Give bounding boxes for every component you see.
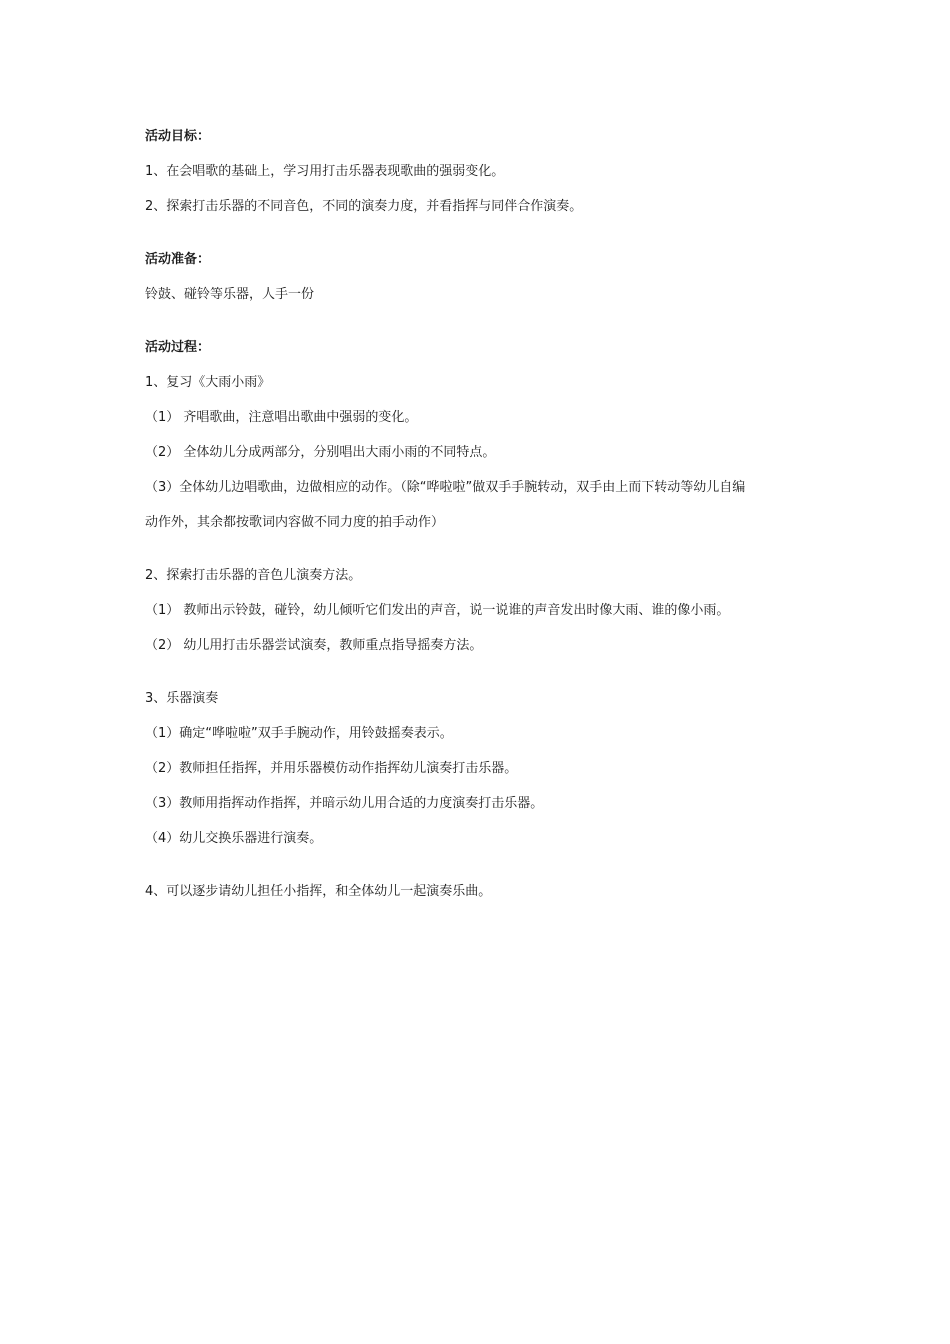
step3-item-1: （1）确定“哗啦啦”双手手腕动作，用铃鼓摇奏表示。 [145, 726, 453, 741]
document-body [145, 128, 825, 918]
step2-title: 2、探索打击乐器的音色儿演奏方法。 [145, 568, 362, 583]
step3-item-4: （4）幼儿交换乐器进行演奏。 [145, 831, 323, 846]
step2-item-2: （2） 幼儿用打击乐器尝试演奏，教师重点指导摇奏方法。 [145, 638, 483, 653]
goals-heading: 活动目标： [145, 129, 211, 144]
goal-item-2: 2、探索打击乐器的不同音色，不同的演奏力度，并看指挥与同伴合作演奏。 [145, 199, 583, 214]
step1-item-1: （1） 齐唱歌曲，注意唱出歌曲中强弱的变化。 [145, 410, 418, 425]
step3-item-2: （2）教师担任指挥，并用乐器模仿动作指挥幼儿演奏打击乐器。 [145, 761, 518, 776]
preparation-text: 铃鼓、碰铃等乐器，人手一份 [145, 287, 315, 302]
preparation-heading: 活动准备： [145, 252, 211, 267]
step1-item-2: （2） 全体幼儿分成两部分，分别唱出大雨小雨的不同特点。 [145, 445, 496, 460]
step1-item-3: （3）全体幼儿边唱歌曲，边做相应的动作。（除“哗啦啦”做双手手腕转动，双手由上而下转动等幼儿自编 [145, 480, 746, 495]
step2-item-1: （1） 教师出示铃鼓，碰铃，幼儿倾听它们发出的声音，说一说谁的声音发出时像大雨、谁的像小雨。 [145, 603, 730, 618]
step1-item-3-continued: 动作外，其余都按歌词内容做不同力度的拍手动作） [145, 515, 445, 530]
process-heading: 活动过程： [145, 340, 211, 355]
step3-title: 3、乐器演奏 [145, 691, 219, 706]
step3-item-3: （3）教师用指挥动作指挥，并暗示幼儿用合适的力度演奏打击乐器。 [145, 796, 544, 811]
step4-title: 4、可以逐步请幼儿担任小指挥，和全体幼儿一起演奏乐曲。 [145, 884, 492, 899]
step1-title: 1、复习《大雨小雨》 [145, 375, 271, 390]
goal-item-1: 1、在会唱歌的基础上，学习用打击乐器表现歌曲的强弱变化。 [145, 164, 505, 179]
